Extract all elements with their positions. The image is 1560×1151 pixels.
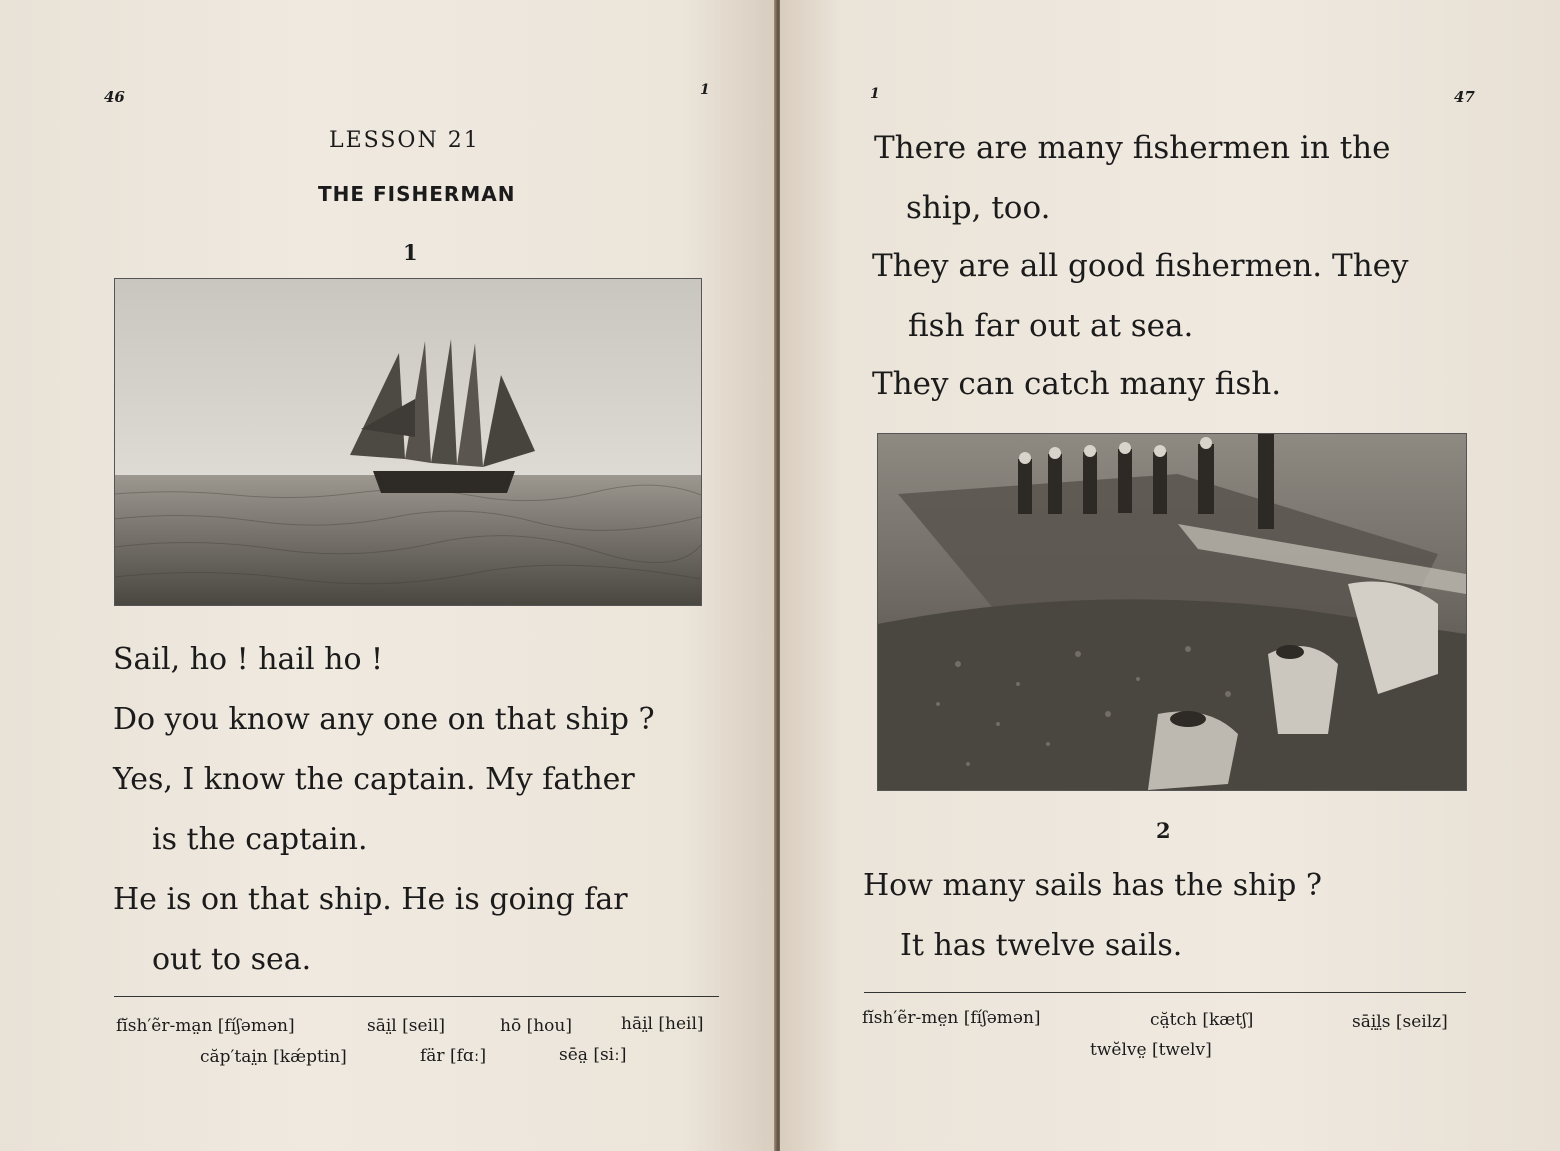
text-line-5: They can catch many fish. [872, 366, 1282, 402]
glossary-entry: twĕlve̤ [twelv] [1090, 1040, 1212, 1060]
corner-mark-right: 1 [870, 86, 880, 102]
text-line-2: ship, too. [906, 190, 1051, 226]
glossary-entry: sēa̤ [siː] [559, 1045, 627, 1065]
page-number-right: 47 [1454, 88, 1475, 106]
text-line-3: They are all good fishermen. They [872, 248, 1409, 284]
figure-number: 1 [403, 240, 418, 265]
glossary-divider [114, 996, 719, 997]
glossary-entry: sāi̤l [seil] [367, 1016, 446, 1036]
question-line-1: How many sails has the ship ? [863, 868, 1322, 903]
left-page [0, 0, 776, 1151]
text-line-4: fish far out at sea. [908, 308, 1194, 344]
figure-number: 2 [1156, 818, 1171, 843]
glossary-entry: hāi̤l [heil] [621, 1014, 704, 1034]
glossary-entry: hō [hou] [500, 1016, 572, 1036]
question-line-2: It has twelve sails. [900, 928, 1183, 963]
text-line-3: Yes, I know the captain. My father [113, 762, 635, 797]
text-line-1: Sail, ho ! hail ho ! [113, 642, 384, 677]
text-line-4: is the captain. [152, 822, 368, 857]
text-line-1: There are many fishermen in the [874, 130, 1391, 166]
right-page [780, 0, 1560, 1151]
lesson-heading: LESSON 21 [329, 128, 480, 153]
sailing-ship-photo [114, 278, 702, 606]
page-number-left: 46 [104, 88, 125, 106]
glossary-entry: fär [fɑː] [420, 1046, 487, 1066]
lesson-title: THE FISHERMAN [318, 182, 516, 206]
fishermen-hauling-net-photo [877, 433, 1467, 791]
glossary-entry: sāi̤l̤s [seilz] [1352, 1012, 1448, 1032]
text-line-5: He is on that ship. He is going far [113, 882, 628, 917]
glossary-entry: fĭsh′ẽr-ma̤n [fíʃəmən] [116, 1016, 295, 1036]
glossary-entry: căp′tai̤n [kǽptin] [200, 1047, 347, 1067]
glossary-entry: fĭsh′ẽr-me̤n [fíʃəmən] [862, 1008, 1041, 1028]
corner-mark-left: 1 [700, 82, 710, 98]
text-line-6: out to sea. [152, 942, 312, 977]
glossary-entry: că̤tch [kætʃ] [1150, 1010, 1254, 1030]
text-line-2: Do you know any one on that ship ? [113, 702, 655, 737]
glossary-divider [864, 992, 1466, 993]
